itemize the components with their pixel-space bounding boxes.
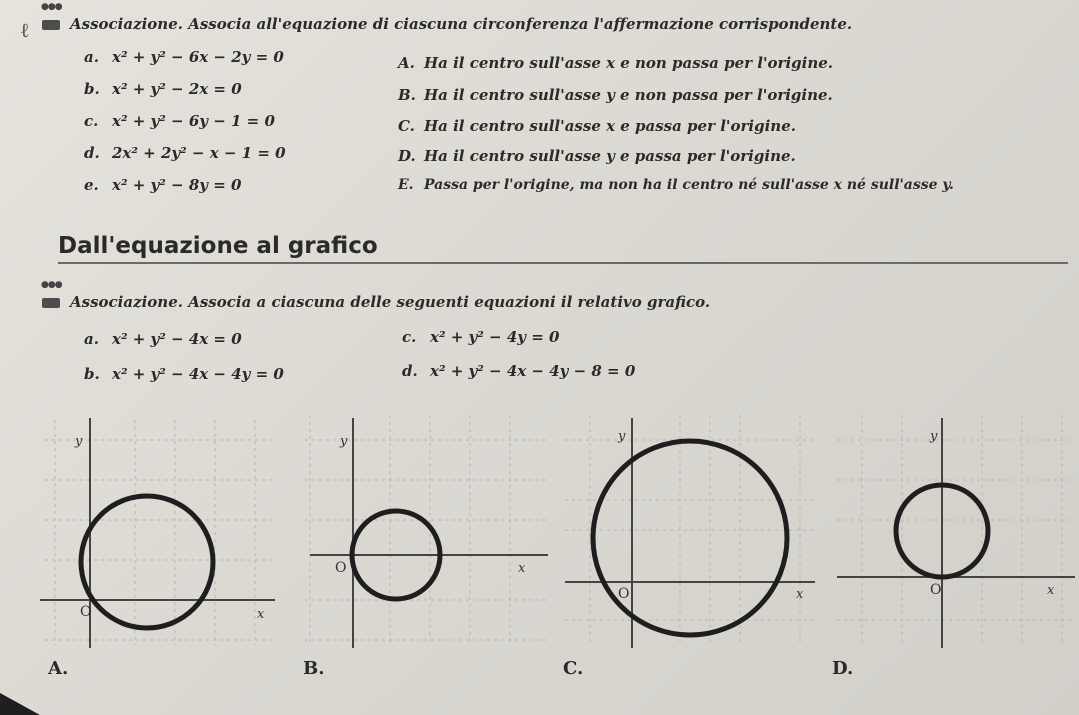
heading-underline [58, 262, 1068, 264]
graph-c [560, 410, 820, 650]
graph-a [35, 410, 280, 650]
grid-lines [305, 415, 548, 645]
statement-text: Ha il centro sull'asse y e non passa per l'origine. [424, 86, 833, 104]
graph-b-label: B. [303, 658, 325, 679]
y-axis-label: y [618, 429, 626, 444]
graph-c-label: C. [563, 658, 584, 679]
x-axis-label: x [1047, 583, 1055, 598]
graph-d-label: D. [832, 658, 854, 679]
y-axis-label: y [930, 429, 938, 444]
equation-text: x² + y² − 2x = 0 [112, 80, 242, 98]
equation-text: x² + y² − 6y − 1 = 0 [112, 112, 275, 130]
grid-lines [837, 415, 1075, 645]
x-axis-label: x [796, 587, 804, 602]
pencil-mark: ℓ [20, 18, 30, 42]
equation-letter: c. [402, 328, 417, 346]
statement-letter: D. [398, 147, 416, 165]
graph-b [300, 410, 550, 650]
equation-letter: b. [84, 80, 100, 98]
equation-text: x² + y² − 4y = 0 [430, 328, 560, 346]
statement-letter: C. [398, 117, 415, 135]
equation-letter: c. [84, 112, 99, 130]
graph-d [832, 410, 1077, 650]
page-corner-mark [0, 693, 40, 715]
origin-label: O [335, 560, 347, 576]
statement-text: Passa per l'origine, ma non ha il centro né sull'asse x né sull'asse y. [424, 177, 954, 193]
equation-letter: b. [84, 365, 100, 383]
circle-curve [81, 496, 213, 628]
statement-text: Ha il centro sull'asse x e non passa per l'origine. [424, 54, 834, 72]
origin-label: O [618, 586, 630, 602]
statement-text: Ha il centro sull'asse y e passa per l'origine. [424, 147, 796, 165]
equation-text: x² + y² − 4x − 4y − 8 = 0 [430, 362, 636, 380]
circle-curve [593, 441, 787, 635]
equation-letter: d. [84, 144, 100, 162]
statement-letter: B. [398, 86, 416, 104]
section-heading: Dall'equazione al grafico [58, 233, 378, 259]
exercise-number-badge [42, 298, 60, 308]
y-axis-label: y [340, 434, 348, 449]
exercise1-instruction: Associazione. Associa all'equazione di ciascuna circonferenza l'affermazione corrispondente. [70, 15, 853, 33]
grid-lines [565, 415, 815, 645]
statement-letter: E. [398, 177, 414, 193]
origin-label: O [930, 582, 942, 598]
statement-text: Ha il centro sull'asse x e passa per l'origine. [424, 117, 796, 135]
statement-letter: A. [398, 54, 415, 72]
exercise2-instruction: Associazione. Associa a ciascuna delle seguenti equazioni il relativo grafico. [70, 293, 711, 311]
x-axis-label: x [518, 561, 526, 576]
y-axis-label: y [75, 434, 83, 449]
difficulty-dots-icon: ●●● [41, 280, 62, 290]
origin-label: O [80, 604, 92, 620]
equation-text: x² + y² − 8y = 0 [112, 176, 242, 194]
equation-text: x² + y² − 4x = 0 [112, 330, 242, 348]
equation-letter: d. [402, 362, 418, 380]
x-axis-label: x [257, 607, 265, 622]
equation-text: 2x² + 2y² − x − 1 = 0 [112, 144, 286, 162]
equation-text: x² + y² − 6x − 2y = 0 [112, 48, 284, 66]
equation-letter: a. [84, 48, 99, 66]
difficulty-dots-icon: ●●● [41, 2, 62, 12]
exercise-number-badge [42, 20, 60, 30]
equation-letter: a. [84, 330, 99, 348]
graph-a-label: A. [48, 658, 69, 679]
equation-text: x² + y² − 4x − 4y = 0 [112, 365, 284, 383]
equation-letter: e. [84, 176, 99, 194]
